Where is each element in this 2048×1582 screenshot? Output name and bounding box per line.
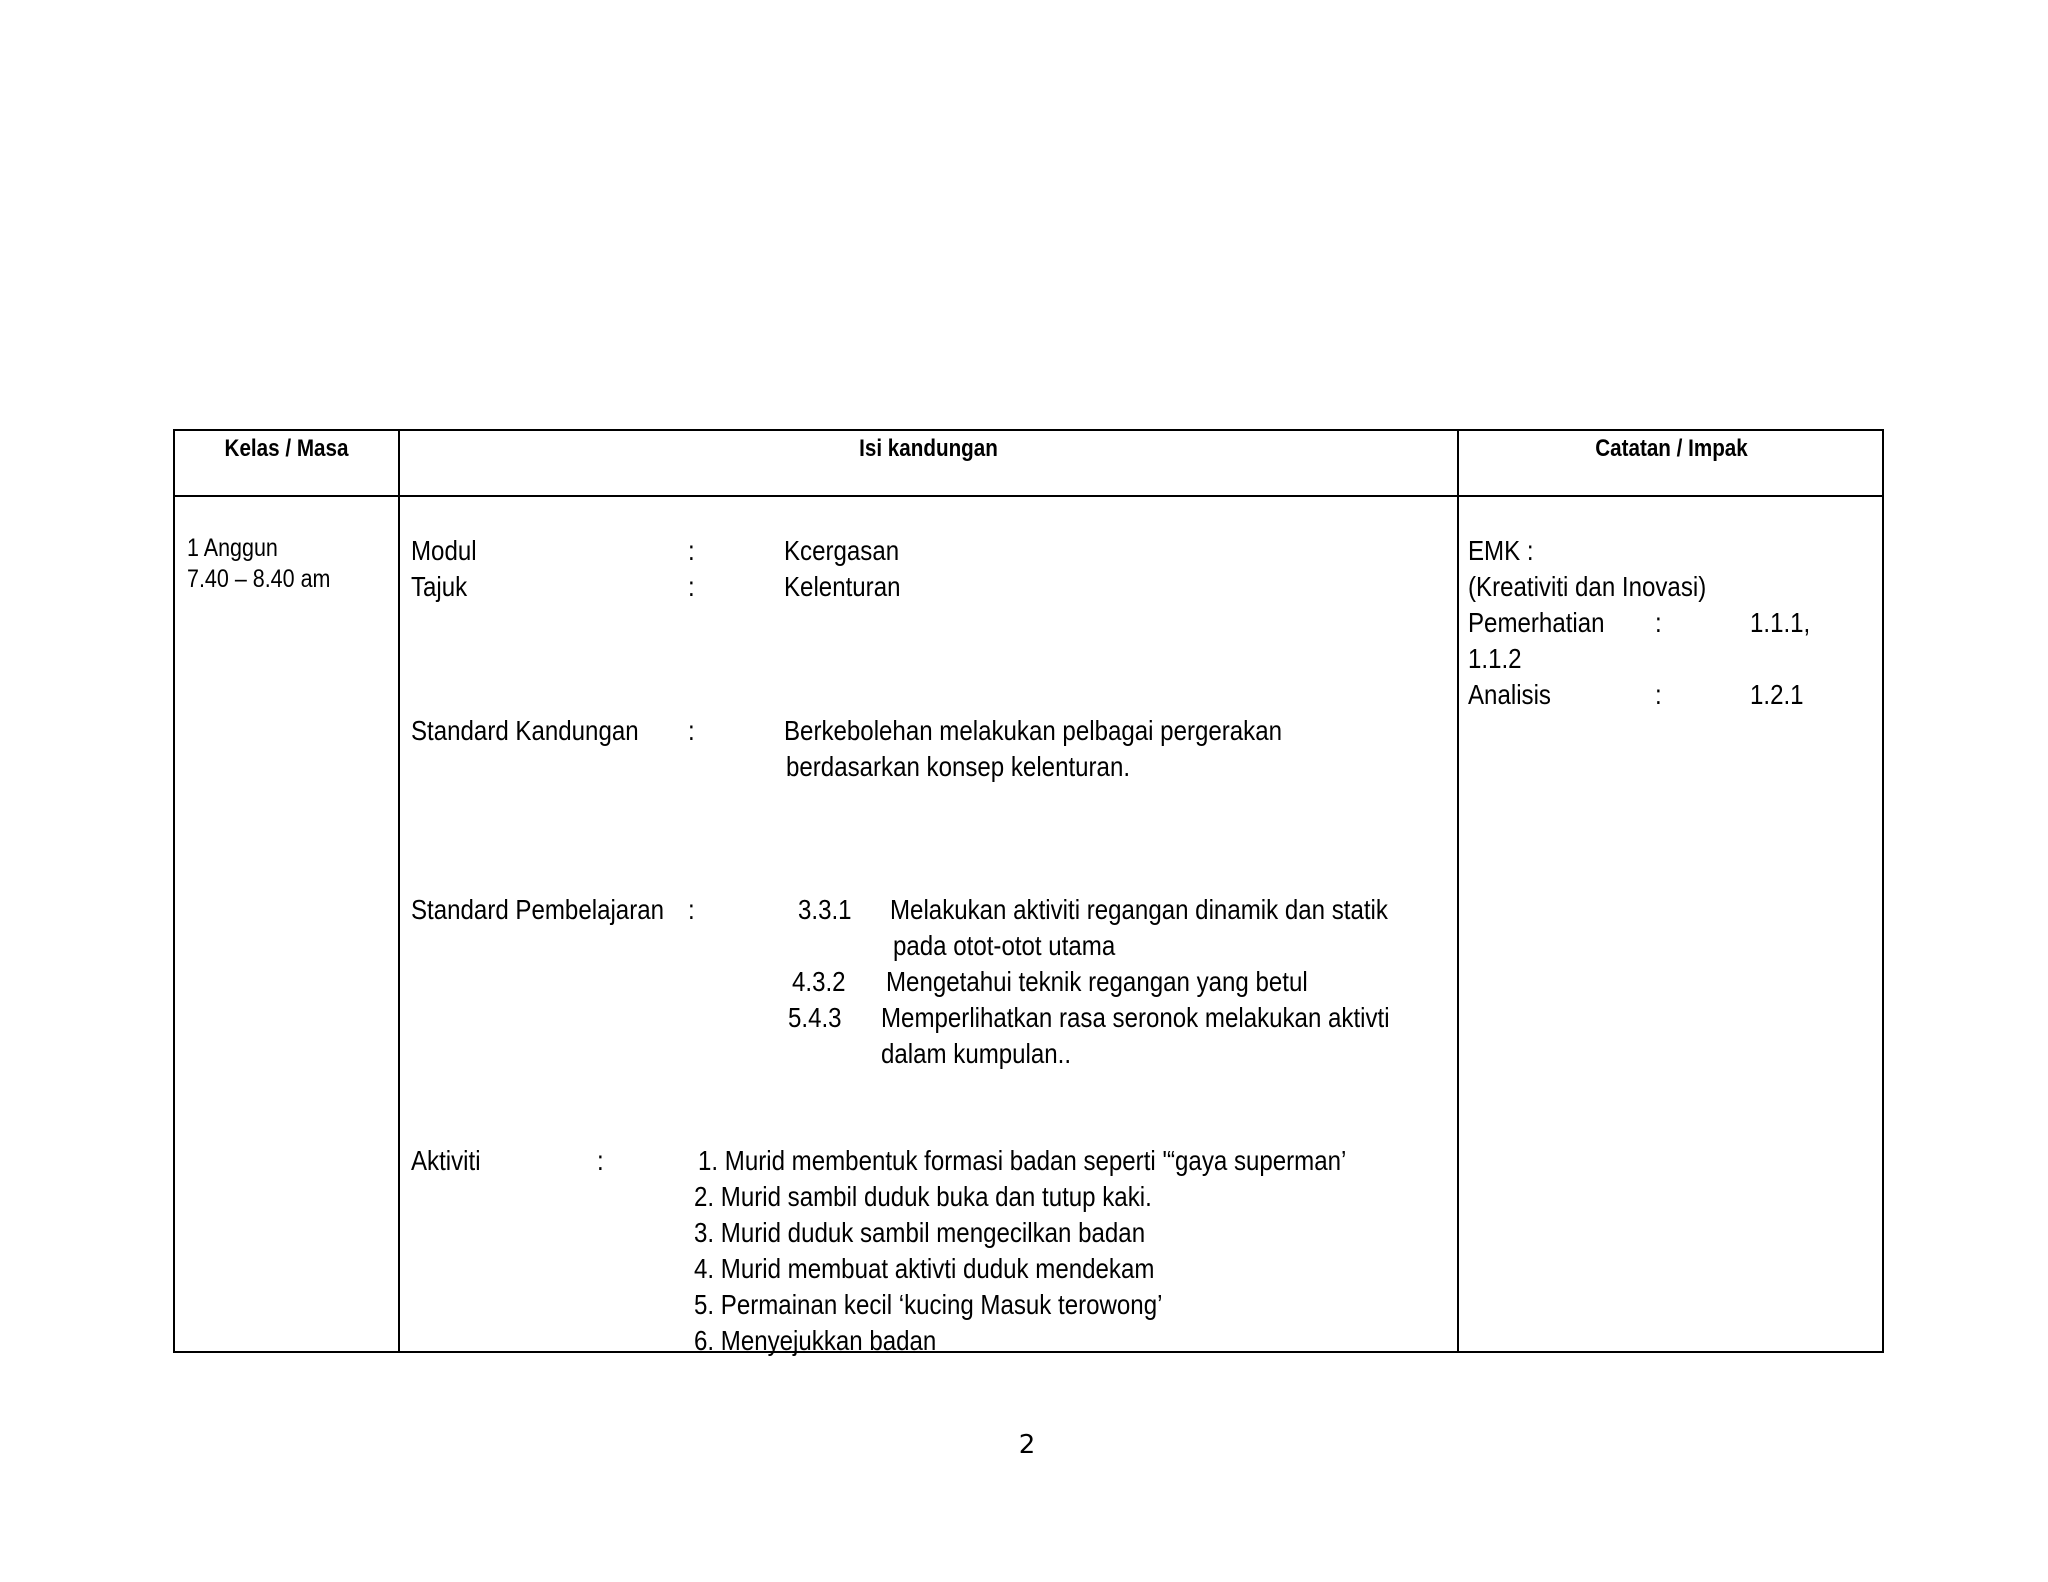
analisis-value: 1.2.1 — [1750, 679, 1804, 710]
pemerhatian-continued: 1.1.2 — [1468, 643, 1522, 674]
sp-item-code: 5.4.3 — [788, 1002, 842, 1033]
pemerhatian-label: Pemerhatian — [1468, 607, 1605, 638]
sp-item-text: pada otot-otot utama — [893, 930, 1116, 961]
sp-item-text: Memperlihatkan rasa seronok melakukan aktivti — [881, 1002, 1390, 1033]
standard-kandungan-colon: : — [688, 715, 695, 746]
tajuk-value: Kelenturan — [784, 571, 901, 602]
tajuk-label: Tajuk — [411, 571, 468, 602]
header-divider — [175, 495, 1882, 497]
sp-item-text: Melakukan aktiviti regangan dinamik dan statik — [890, 894, 1388, 925]
aktiviti-colon: : — [597, 1145, 604, 1176]
analisis-colon: : — [1655, 679, 1662, 710]
standard-pembelajaran-label: Standard Pembelajaran — [411, 894, 665, 925]
column-divider — [1457, 431, 1459, 1351]
aktiviti-item: 3. Murid duduk sambil mengecilkan badan — [694, 1217, 1146, 1248]
sp-item-code: 3.3.1 — [798, 894, 852, 925]
pemerhatian-colon: : — [1655, 607, 1662, 638]
emk-label: EMK : — [1468, 535, 1534, 566]
modul-label: Modul — [411, 535, 477, 566]
sp-item-text: dalam kumpulan.. — [881, 1038, 1072, 1069]
aktiviti-label: Aktiviti — [411, 1145, 481, 1176]
aktiviti-item: 2. Murid sambil duduk buka dan tutup kaki. — [694, 1181, 1152, 1212]
analisis-label: Analisis — [1468, 679, 1551, 710]
standard-pembelajaran-colon: : — [688, 894, 695, 925]
standard-kandungan-label: Standard Kandungan — [411, 715, 639, 746]
tajuk-colon: : — [688, 571, 695, 602]
modul-colon: : — [688, 535, 695, 566]
modul-value: Kcergasan — [784, 535, 900, 566]
page-number: 2 — [1018, 1430, 1036, 1460]
class-time: 7.40 – 8.40 am — [187, 565, 331, 593]
column-divider — [398, 431, 400, 1351]
aktiviti-item: 1. Murid membentuk formasi badan seperti '“gaya superman’ — [698, 1145, 1347, 1176]
pemerhatian-value: 1.1.1, — [1750, 607, 1811, 638]
standard-kandungan-line: berdasarkan konsep kelenturan. — [786, 751, 1131, 782]
aktiviti-item: 6. Menyejukkan badan — [694, 1325, 937, 1356]
aktiviti-item: 5. Permainan kecil ‘kucing Masuk terowong’ — [694, 1289, 1163, 1320]
sp-item-text: Mengetahui teknik regangan yang betul — [886, 966, 1308, 997]
emk-description: (Kreativiti dan Inovasi) — [1468, 571, 1707, 602]
sp-item-code: 4.3.2 — [792, 966, 846, 997]
class-name: 1 Anggun — [187, 534, 278, 562]
header-isi-kandungan: Isi kandungan — [859, 435, 998, 462]
header-catatan-impak: Catatan / Impak — [1595, 435, 1748, 462]
header-kelas-masa: Kelas / Masa — [224, 435, 349, 462]
aktiviti-item: 4. Murid membuat aktivti duduk mendekam — [694, 1253, 1155, 1284]
standard-kandungan-line: Berkebolehan melakukan pelbagai pergerakan — [784, 715, 1283, 746]
